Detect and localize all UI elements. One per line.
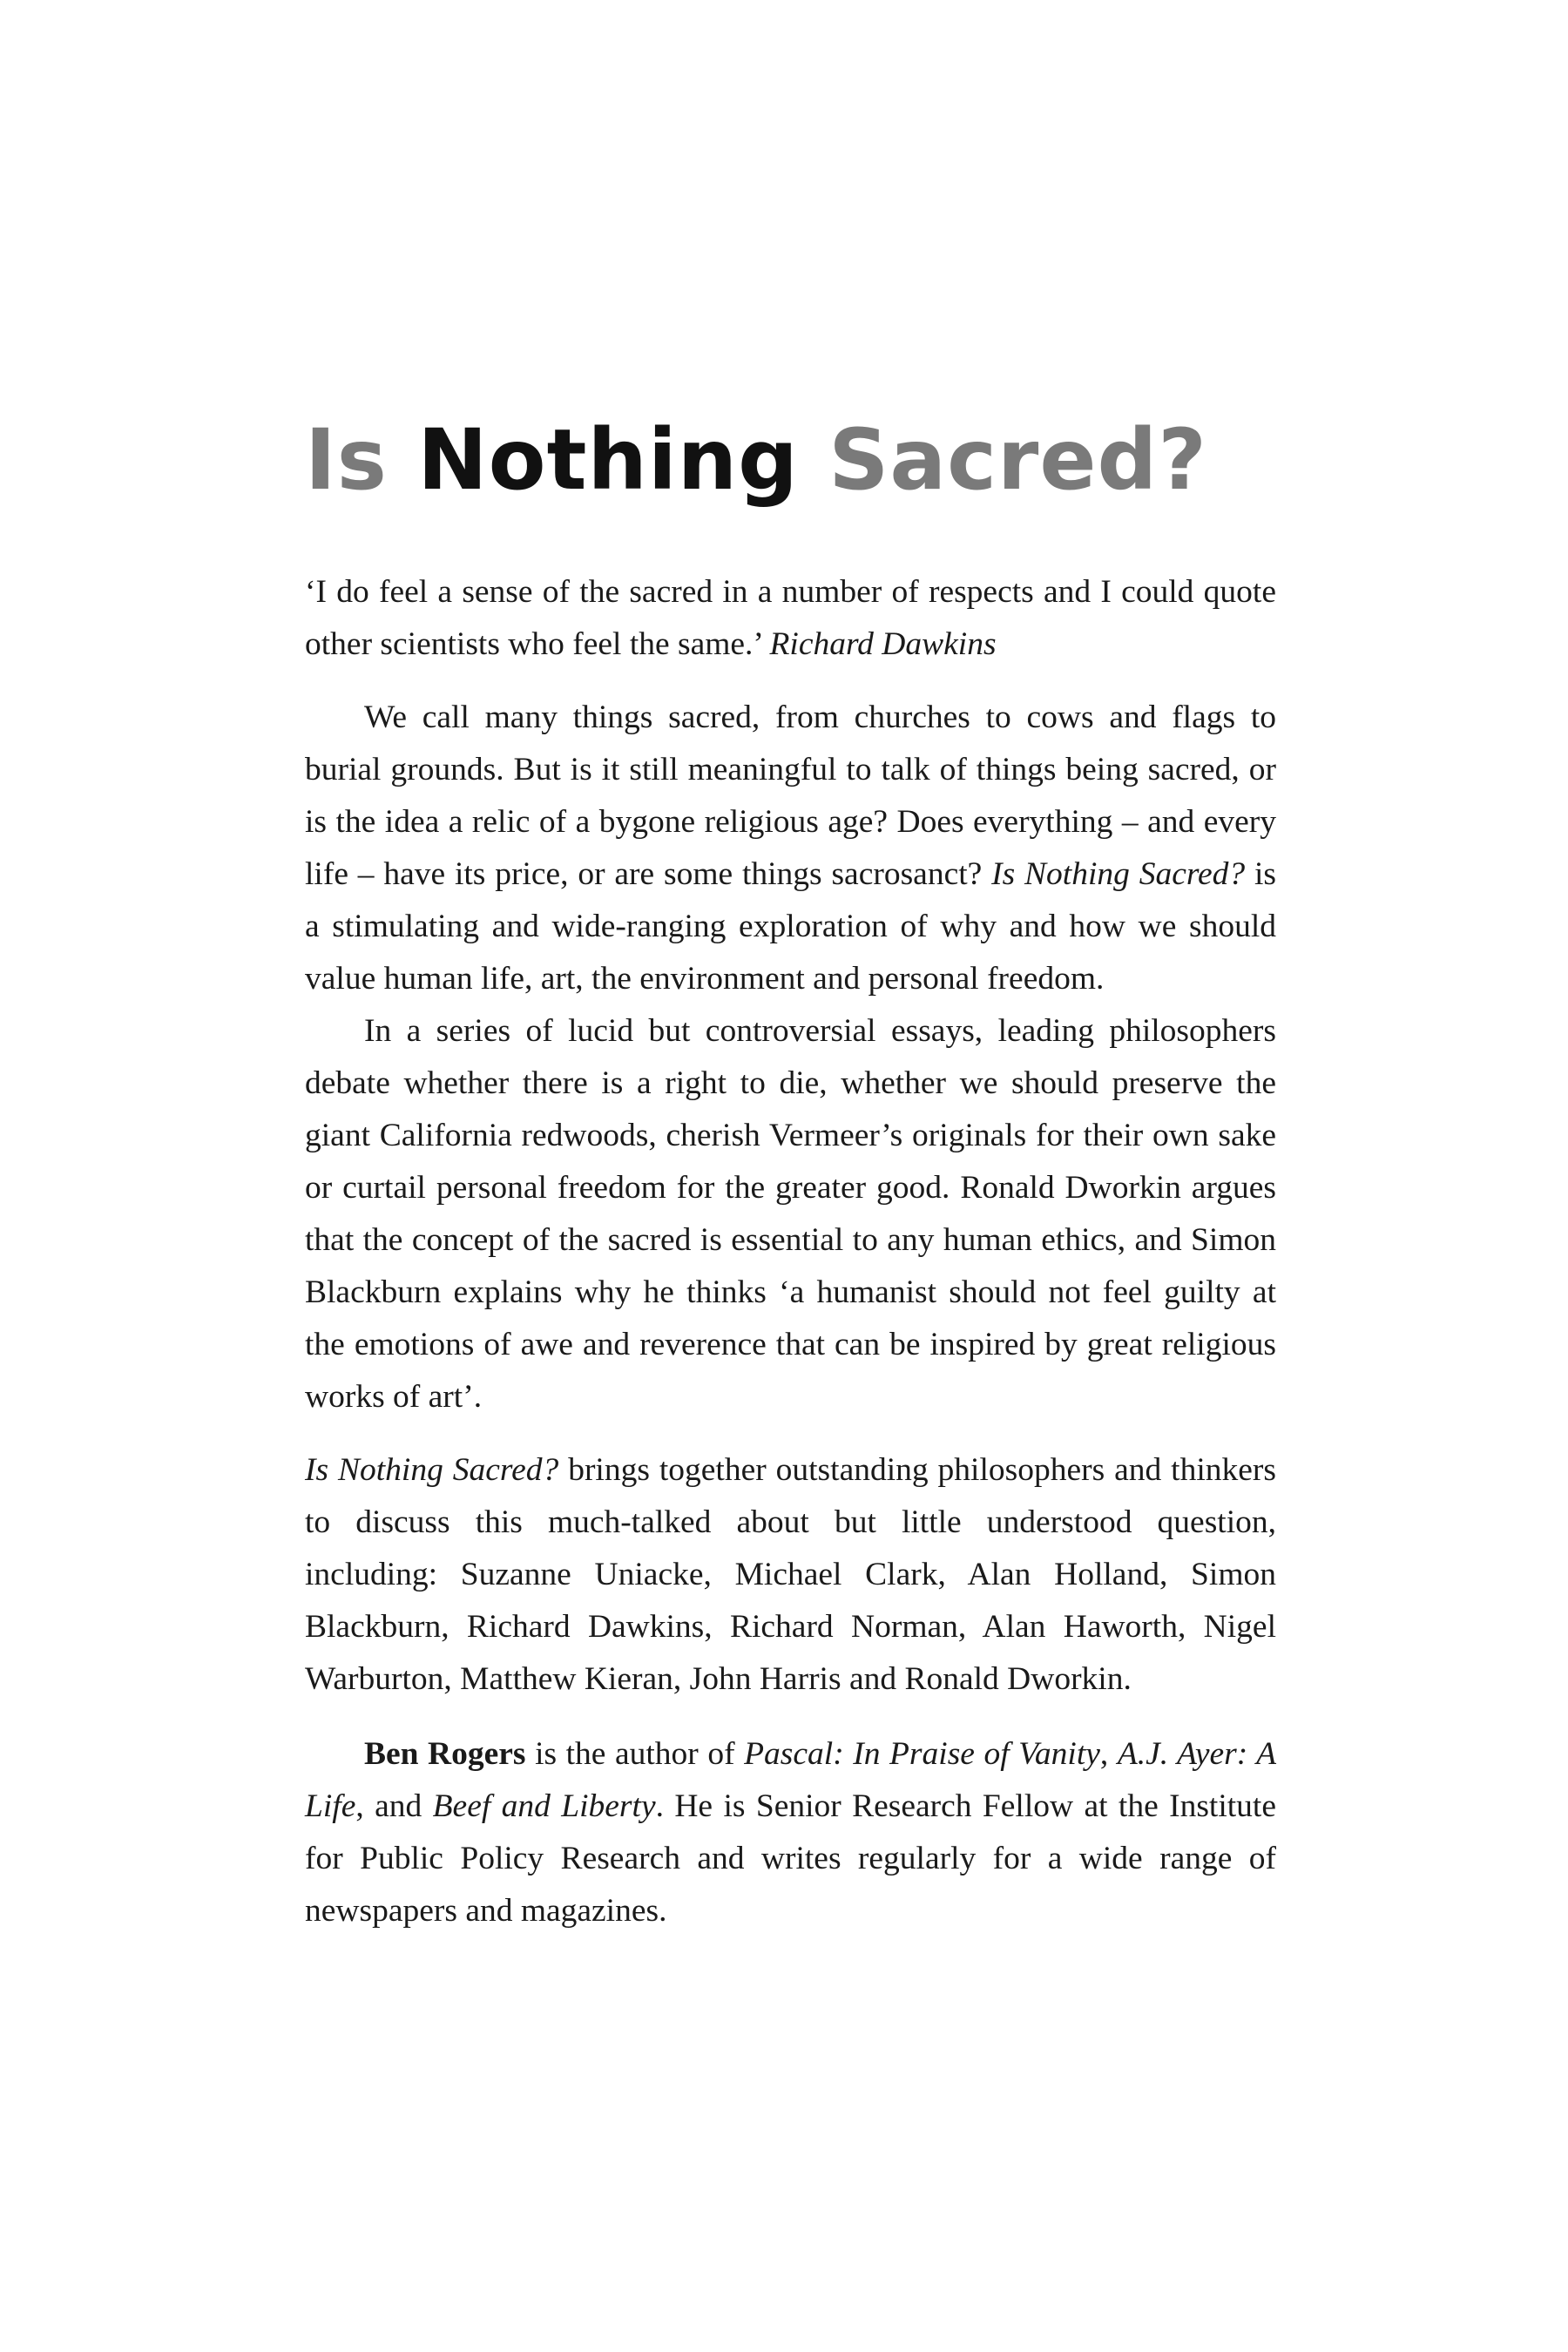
- paragraph-intro-text-a: We call many things sacred, from churches to cows and flags to burial grounds. But is it still meaningful to talk of things being sacred, or is the idea a relic of a bygone religious age? Does everything – and every life – have its price, or are some things sacrosanct?: [305, 700, 1276, 892]
- paragraph-intro-title-ref: Is Nothing Sacred?: [991, 856, 1246, 892]
- paragraph-contributors-text: brings together outstanding philosophers and thinkers to discuss this much-talked about but little understood question, including: Suzanne Uniacke, Michael Clark, Alan Holland, Simon Blackburn, Richard Dawkins, Richard Norman, Alan Haworth, Nigel Warburton, Matthew Kieran, John Harris and Ronald Dworkin.: [305, 1452, 1276, 1697]
- author-bio-sep-2: , and: [355, 1788, 422, 1824]
- title-word-is: Is: [305, 411, 388, 509]
- title-word-nothing: Nothing: [417, 411, 799, 509]
- author-bio-sep-1: ,: [1099, 1736, 1109, 1772]
- author-bio-text-a: is the author of: [535, 1736, 735, 1772]
- author-book-ayer: A.J. Ayer: A Life: [305, 1736, 1276, 1824]
- epigraph-author: Richard Dawkins: [769, 626, 997, 662]
- epigraph: [305, 566, 1276, 671]
- author-book-beef: Beef and Liberty: [432, 1788, 656, 1824]
- paragraph-intro-text-b: is a stimulating and wide-ranging exploration of why and how we should value human life, art, the environment and personal freedom.: [305, 856, 1277, 997]
- blurb-body: [305, 566, 1276, 1937]
- author-bio: [305, 1728, 1276, 1937]
- paragraph-contributors-title-ref: Is Nothing Sacred?: [305, 1452, 559, 1488]
- paragraph-essays: [305, 1005, 1276, 1423]
- epigraph-quote: ‘I do feel a sense of the sacred in a number of respects and I could quote other scientists who feel the same.’: [305, 574, 1276, 662]
- author-book-pascal: Pascal: In Praise of Vanity: [744, 1736, 1100, 1772]
- title-word-sacred: Sacred?: [828, 411, 1207, 509]
- paragraph-essays-text: In a series of lucid but controversial essays, leading philosophers debate whether there is a right to die, whether we should preserve the giant California redwoods, cherish Vermeer’s originals for their own sake or curtail personal freedom for the greater good. Ronald Dworkin argues that the concept of the sacred is essential to any human ethics, and Simon Blackburn explains why he thinks ‘a humanist should not feel guilty at the emotions of awe and reverence that can be inspired by great religious works of art’.: [305, 1013, 1276, 1415]
- paragraph-contributors: [305, 1444, 1276, 1706]
- paragraph-intro: [305, 692, 1276, 1005]
- author-name: Ben Rogers: [364, 1736, 526, 1772]
- author-bio-text-b: . He is Senior Research Fellow at the Institute for Public Policy Research and writes regularly for a wide range of newspapers and magazines.: [305, 1788, 1276, 1929]
- page-title: [305, 411, 1207, 509]
